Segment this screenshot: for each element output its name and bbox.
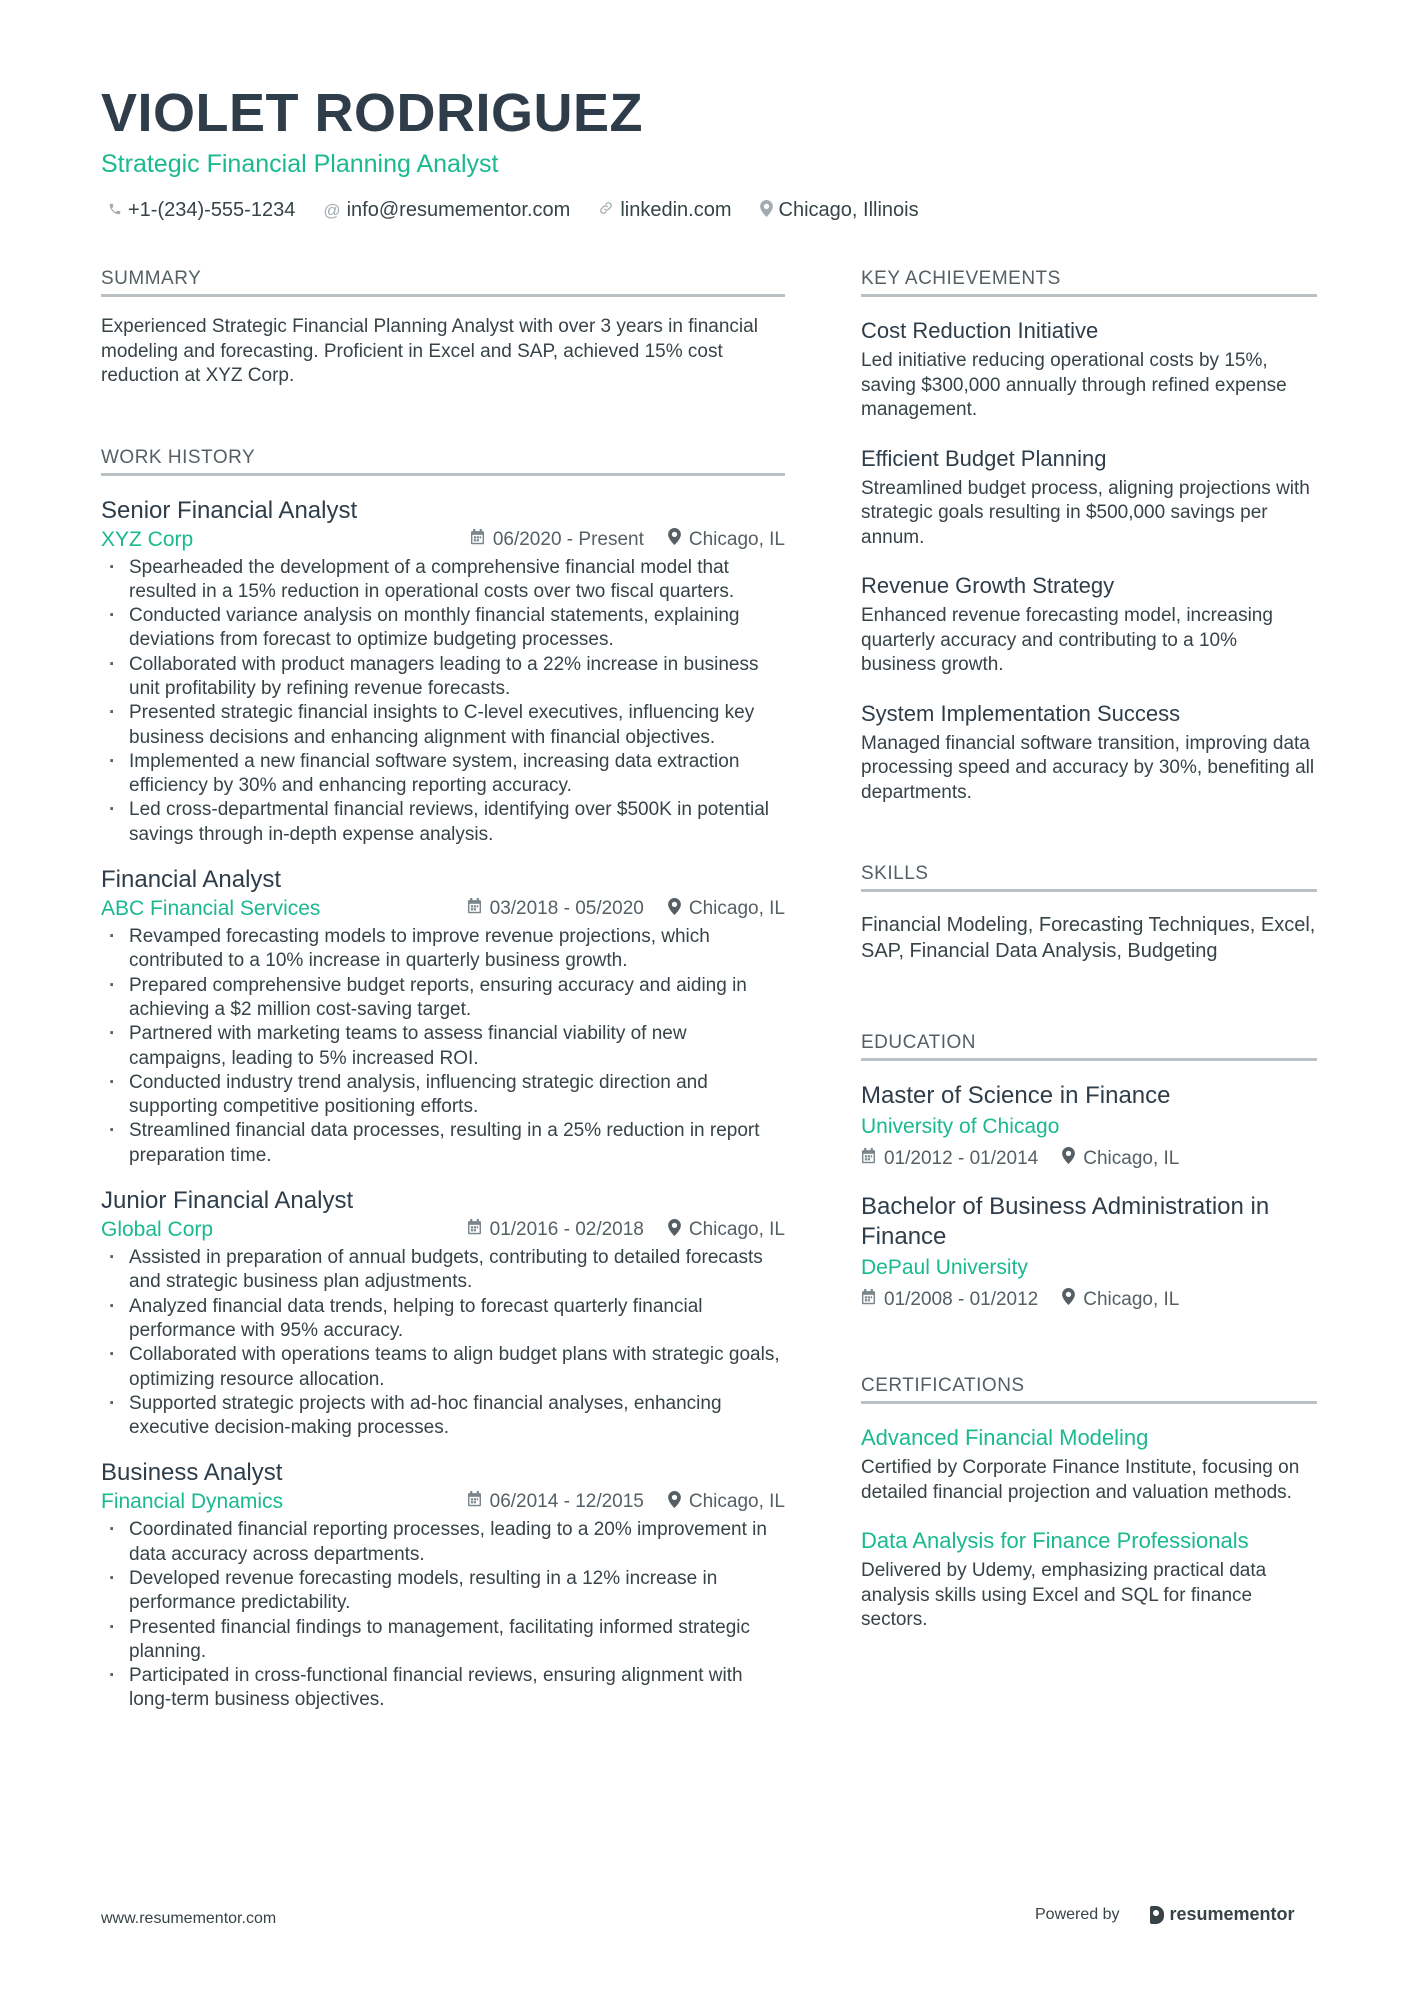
job-entry	[101, 1186, 785, 1440]
job-dates	[467, 1491, 644, 1513]
job-meta	[101, 528, 785, 552]
company-name: Global Corp	[101, 1218, 214, 1242]
education-dates	[861, 1289, 1038, 1311]
certification-item	[861, 1527, 1317, 1633]
degree-title: Master of Science in Finance	[861, 1082, 1171, 1109]
education-item	[861, 1081, 1317, 1170]
education-list	[861, 1081, 1317, 1311]
resume-title: Strategic Financial Planning Analyst	[101, 150, 499, 178]
contact-location	[760, 199, 919, 222]
job-entry	[101, 496, 785, 848]
contact-phone	[108, 199, 295, 222]
resume-name: VIOLET RODRIGUEZ	[101, 83, 644, 143]
job-bullet: · Revamped forecasting models to improve revenue projections, which contributed to a 10% increase in quarterly business growth.	[101, 925, 785, 974]
job-date-location	[467, 898, 785, 921]
job-date-location	[470, 528, 785, 551]
job-bullets	[101, 556, 785, 848]
education-dates	[861, 1148, 1038, 1170]
education-item	[861, 1192, 1317, 1311]
job-bullet: · Streamlined financial data processes, resulting in a 25% reduction in report preparation time.	[101, 1119, 785, 1168]
achievement-desc: Led initiative reducing operational costs by 15%, saving $300,000 annually through refined expense management.	[861, 350, 1287, 420]
achievement-item	[861, 317, 1317, 423]
footer-powered	[1035, 1904, 1295, 1925]
job-location	[668, 528, 785, 551]
location-pin-icon	[1062, 1288, 1075, 1311]
job-bullets	[101, 1518, 785, 1712]
skills-heading: SKILLS	[861, 863, 1317, 892]
calendar-icon	[470, 529, 485, 551]
job-bullet: · Partnered with marketing teams to assess financial viability of new campaigns, leading to 5% increased ROI.	[101, 1022, 785, 1071]
job-bullet: · Coordinated financial reporting processes, leading to a 20% improvement in data accuracy across departments.	[101, 1518, 785, 1567]
achievement-desc: Managed financial software transition, improving data processing speed and accuracy by 30%, benefiting all departments.	[861, 732, 1315, 803]
job-title: Business Analyst	[101, 1459, 283, 1487]
work-history-heading: WORK HISTORY	[101, 447, 785, 476]
right-column	[861, 268, 1317, 1633]
job-bullet: · Conducted variance analysis on monthly financial statements, explaining deviations from forecast to optimize budgeting processes.	[101, 604, 785, 653]
achievement-item	[861, 572, 1317, 678]
contact-email-text[interactable]: info@resumementor.com	[346, 199, 571, 221]
certification-desc: Delivered by Udemy, emphasizing practical data analysis skills using Excel and SQL for finance sectors.	[861, 1560, 1267, 1630]
at-icon: @	[323, 200, 341, 220]
brand-name: resumementor	[1169, 1904, 1295, 1924]
job-bullet: · Implemented a new financial software system, increasing data extraction efficiency by 30% and enhancing reporting accuracy.	[101, 750, 785, 799]
job-dates-text: 01/2016 - 02/2018	[489, 1219, 644, 1241]
job-meta	[101, 1490, 785, 1514]
achievement-list	[861, 317, 1317, 805]
job-bullet: · Assisted in preparation of annual budgets, contributing to detailed forecasts and strategic business plan adjustments.	[101, 1246, 785, 1295]
education-dates-text: 01/2012 - 01/2014	[884, 1147, 1039, 1169]
contact-bar	[108, 199, 947, 222]
certification-desc: Certified by Corporate Finance Institute, focusing on detailed financial projection and valuation methods.	[861, 1457, 1300, 1503]
job-list	[101, 496, 785, 1713]
calendar-icon	[861, 1148, 876, 1170]
job-meta	[101, 897, 785, 921]
job-entry	[101, 1458, 785, 1712]
achievement-title: System Implementation Success	[861, 700, 1181, 726]
education-date-location	[861, 1288, 1317, 1311]
job-bullet: · Prepared comprehensive budget reports, ensuring accuracy and aiding in achieving a $2 million cost-saving target.	[101, 974, 785, 1023]
certification-title: Data Analysis for Finance Professionals	[861, 1528, 1249, 1553]
key-achievements-heading: KEY ACHIEVEMENTS	[861, 268, 1317, 297]
job-location-text: Chicago, IL	[688, 1491, 785, 1513]
summary-heading: SUMMARY	[101, 268, 785, 297]
job-dates	[467, 1219, 644, 1241]
job-bullet: · Spearheaded the development of a comprehensive financial model that resulted in a 15% reduction in operational costs over two fiscal quarters.	[101, 556, 785, 605]
powered-by-label: Powered by	[1035, 1905, 1120, 1923]
job-date-location	[467, 1219, 785, 1242]
job-title: Senior Financial Analyst	[101, 496, 358, 524]
certifications-heading: CERTIFICATIONS	[861, 1375, 1317, 1404]
degree-title: Bachelor of Business Administration in Finance	[861, 1193, 1270, 1250]
job-bullet: · Analyzed financial data trends, helping to forecast quarterly financial performance with 95% accuracy.	[101, 1295, 785, 1344]
job-dates-text: 03/2018 - 05/2020	[489, 898, 644, 920]
calendar-icon	[467, 898, 482, 920]
job-entry	[101, 865, 785, 1168]
left-column	[101, 268, 785, 1713]
job-location-text: Chicago, IL	[688, 528, 785, 550]
footer-website[interactable]: www.resumementor.com	[101, 1910, 277, 1927]
job-location	[668, 1219, 785, 1242]
brand-logo[interactable]	[1150, 1904, 1295, 1925]
location-pin-icon	[668, 898, 681, 921]
job-dates	[470, 529, 644, 551]
company-name: ABC Financial Services	[101, 897, 321, 921]
job-bullet: · Supported strategic projects with ad-hoc financial analyses, enhancing executive decision-making processes.	[101, 1392, 785, 1441]
achievement-desc: Enhanced revenue forecasting model, increasing quarterly accuracy and contributing to a 10% business growth.	[861, 605, 1273, 675]
job-dates-text: 06/2014 - 12/2015	[489, 1491, 644, 1513]
job-bullet: · Led cross-departmental financial reviews, identifying over $500K in potential savings through in-depth expense analysis.	[101, 798, 785, 847]
job-bullets	[101, 1246, 785, 1440]
calendar-icon	[467, 1219, 482, 1241]
calendar-icon	[861, 1289, 876, 1311]
job-dates	[467, 898, 644, 920]
skills-text: Financial Modeling, Forecasting Techniques, Excel, SAP, Financial Data Analysis, Budgeting	[861, 914, 1316, 962]
location-pin-icon	[760, 200, 773, 222]
job-bullet: · Collaborated with product managers leading to a 22% increase in business unit profitability by refining revenue forecasts.	[101, 653, 785, 702]
contact-phone-text: +1-(234)-555-1234	[128, 199, 296, 221]
job-location-text: Chicago, IL	[688, 1219, 785, 1241]
job-location	[668, 1491, 785, 1514]
job-location	[668, 898, 785, 921]
contact-location-text: Chicago, Illinois	[778, 199, 919, 221]
job-bullet: · Conducted industry trend analysis, influencing strategic direction and supporting competitive positioning efforts.	[101, 1071, 785, 1120]
contact-linkedin[interactable]	[598, 199, 731, 222]
job-bullets	[101, 925, 785, 1168]
certification-item	[861, 1424, 1317, 1505]
job-bullet: · Participated in cross-functional financial reviews, ensuring alignment with long-term business objectives.	[101, 1664, 785, 1713]
job-meta	[101, 1218, 785, 1242]
job-bullet: · Developed revenue forecasting models, resulting in a 12% increase in performance predictability.	[101, 1567, 785, 1616]
education-date-location	[861, 1147, 1317, 1170]
education-location	[1062, 1288, 1179, 1311]
achievement-desc: Streamlined budget process, aligning projections with strategic goals resulting in $500,000 savings per annum.	[861, 477, 1310, 548]
job-date-location	[467, 1491, 785, 1514]
education-location-text: Chicago, IL	[1083, 1147, 1180, 1169]
school-name: University of Chicago	[861, 1115, 1060, 1138]
contact-linkedin-text[interactable]: linkedin.com	[620, 199, 732, 221]
job-dates-text: 06/2020 - Present	[492, 528, 644, 550]
link-icon	[598, 200, 614, 221]
phone-icon	[108, 201, 122, 221]
job-title: Financial Analyst	[101, 866, 282, 894]
certification-title: Advanced Financial Modeling	[861, 1425, 1149, 1450]
education-location-text: Chicago, IL	[1083, 1288, 1180, 1310]
location-pin-icon	[1062, 1147, 1075, 1170]
achievement-item	[861, 445, 1317, 551]
job-title: Junior Financial Analyst	[101, 1187, 354, 1215]
achievement-item	[861, 700, 1317, 806]
location-pin-icon	[668, 1491, 681, 1514]
job-bullet: · Presented strategic financial insights to C-level executives, influencing key business decisions and enhancing alignment with financial objectives.	[101, 701, 785, 750]
brand-logo-icon	[1150, 1906, 1164, 1924]
summary-text: Experienced Strategic Financial Planning Analyst with over 3 years in financial modeling and forecasting. Proficient in Excel and SAP, achieved 15% cost reduction at XYZ Corp.	[101, 316, 758, 386]
contact-email[interactable]	[323, 199, 570, 222]
certification-list	[861, 1424, 1317, 1633]
education-location	[1062, 1147, 1179, 1170]
job-bullet: · Collaborated with operations teams to align budget plans with strategic goals, optimizing resource allocation.	[101, 1343, 785, 1392]
job-bullet: · Presented financial findings to management, facilitating informed strategic planning.	[101, 1616, 785, 1665]
calendar-icon	[467, 1491, 482, 1513]
education-dates-text: 01/2008 - 01/2012	[884, 1288, 1039, 1310]
location-pin-icon	[668, 528, 681, 551]
school-name: DePaul University	[861, 1256, 1028, 1279]
achievement-title: Efficient Budget Planning	[861, 445, 1107, 471]
job-location-text: Chicago, IL	[688, 898, 785, 920]
company-name: Financial Dynamics	[101, 1490, 284, 1514]
achievement-title: Revenue Growth Strategy	[861, 573, 1115, 598]
location-pin-icon	[668, 1219, 681, 1242]
education-heading: EDUCATION	[861, 1032, 1317, 1061]
company-name: XYZ Corp	[101, 527, 194, 551]
achievement-title: Cost Reduction Initiative	[861, 318, 1099, 343]
